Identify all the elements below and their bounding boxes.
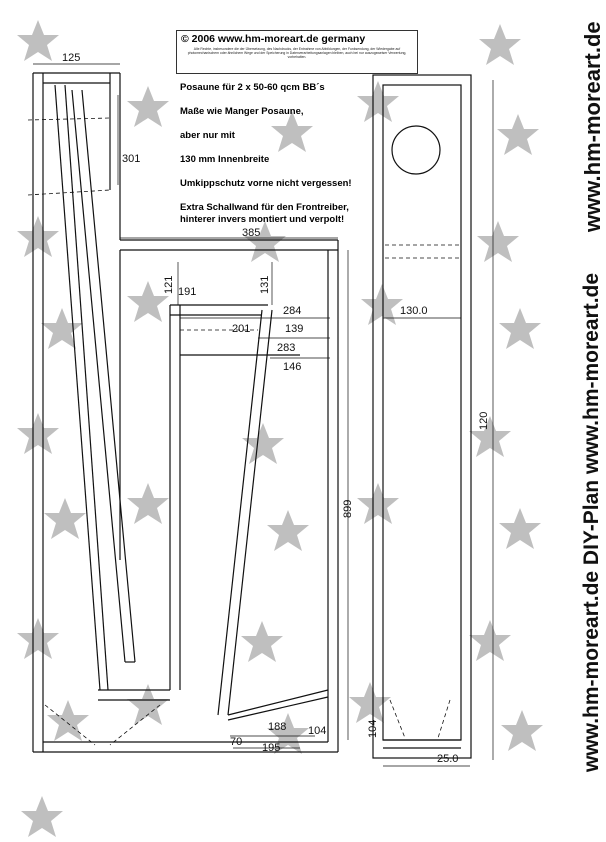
note-line-5: Umkippschutz vorne nicht vergessen! xyxy=(180,178,352,189)
note-line-4: 130 mm Innenbreite xyxy=(180,154,270,165)
note-line-7: hinterer invers montiert und verpolt! xyxy=(180,214,345,225)
copyright-title: © 2006 www.hm-moreart.de germany xyxy=(181,33,366,45)
side-view-section xyxy=(33,73,338,752)
side-url-text: www.hm-moreart.de xyxy=(580,21,605,232)
dim-284: 284 xyxy=(283,305,302,317)
dimension-labels xyxy=(62,52,490,765)
dim-104-bottom: 104 xyxy=(308,725,327,737)
dim-120: 120 xyxy=(478,411,490,430)
dim-301: 301 xyxy=(122,153,141,165)
dim-385: 385 xyxy=(242,227,261,239)
note-line-3: aber nur mit xyxy=(180,130,235,141)
dim-130: 130.0 xyxy=(400,305,428,317)
note-line-1: Posaune für 2 x 50-60 qcm BB´s xyxy=(180,82,325,93)
note-line-6: Extra Schallwand für den Frontreiber, xyxy=(180,202,349,213)
dim-283: 283 xyxy=(277,342,296,354)
dim-125: 125 xyxy=(62,52,81,64)
dim-188: 188 xyxy=(268,721,287,733)
side-plan-text: www.hm-moreart.de DIY-Plan www.hm-moreart.de xyxy=(580,272,603,772)
front-view xyxy=(373,75,471,758)
copyright-box xyxy=(176,30,418,74)
dim-139: 139 xyxy=(285,323,304,335)
dim-25: 25.0 xyxy=(437,753,459,765)
dim-70: 70 xyxy=(230,736,243,748)
dim-104-front: 104 xyxy=(367,719,379,738)
dim-899: 899 xyxy=(342,499,354,518)
dim-146: 146 xyxy=(283,361,302,373)
dim-131: 131 xyxy=(259,275,271,294)
driver-cutout xyxy=(392,126,440,174)
dim-195: 195 xyxy=(262,742,281,754)
dim-121: 121 xyxy=(163,275,175,294)
copyright-fine-print: Alle Rechte, insbesondere die der Übersetzung, des Nachdrucks, der Entnahme von Abbildungen, der Funksendung, der Wiedergabe auf photomechanischem oder ähnlichem Wege und der Speicherung in Datenverarbeitungsanlagen bleiben, auch bei nur auszugsweiser Verwertung, vorbehalten. xyxy=(187,47,407,60)
dim-201: 201 xyxy=(232,323,251,335)
note-line-2: Maße wie Manger Posaune, xyxy=(180,106,304,117)
watermark-stars xyxy=(17,20,543,837)
dim-191: 191 xyxy=(178,286,197,298)
